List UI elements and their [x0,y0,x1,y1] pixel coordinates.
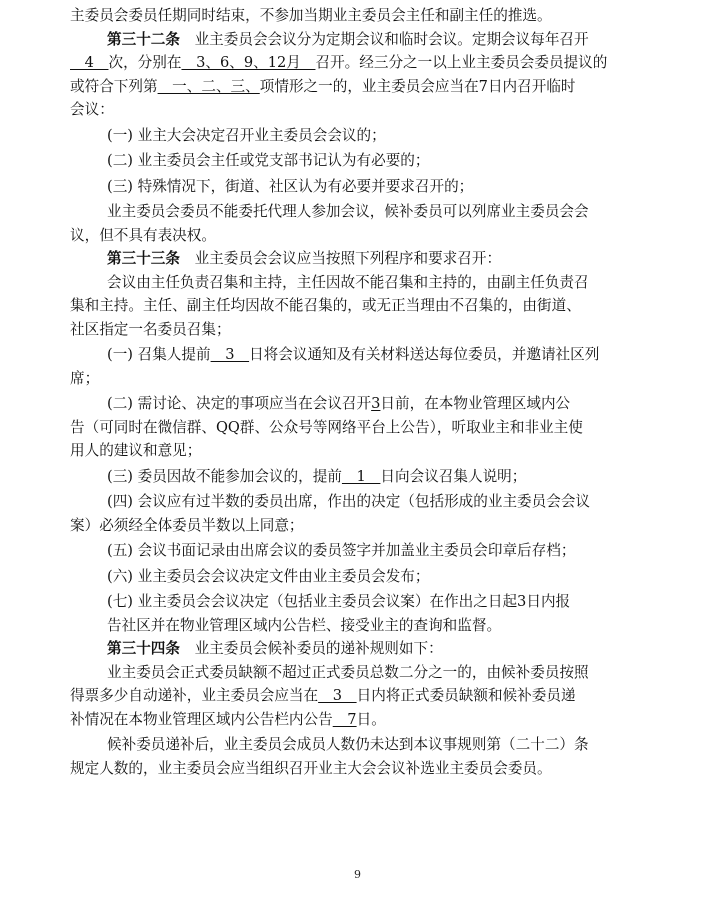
list-item: (二) 业主委员会主任或党支部书记认为有必要的； [107,152,430,169]
page-number: 9 [354,868,361,881]
list-item-continuation: 用人的建议和意见； [70,442,202,459]
list-item: (六) 业主委员会会议决定文件由业主委员会发布； [107,567,430,585]
paragraph-line: 业主委员会委员不能委托代理人参加会议，候补委员可以列席业主委员会会 [107,203,589,220]
paragraph-line: 得票多少自动递补，业主委员会应当在 3 日内将正式委员缺额和候补委员递 [70,687,576,704]
list-item: (七) 业主委员会会议决定（包括业主委员会议案）在作出之日起3日内报 [107,593,571,610]
article-32-title: 第三十二条 [107,30,180,48]
list-item-continuation: 告（可同时在微信群、QQ群、公众号等网络平台上公告），听取业主和非业主使 [70,418,583,436]
paragraph-line: 规定人数的，业主委员会应当组织召开业主大会会议补选业主委员会委员。 [70,759,552,777]
list-item-continuation: 告社区并在物业管理区域内公告栏、接受业主的查询和监督。 [107,616,502,634]
paragraph-line: 主委员会委员任期同时结束，不参加当期业主委员会主任和副主任的推选。 [70,7,552,24]
list-item: (一) 业主大会决定召开业主委员会会议的； [107,126,386,144]
list-item: (二) 需讨论、决定的事项应当在会议召开3日前，在本物业管理区域内公 [107,395,571,412]
fill-blank: 1 [341,467,381,485]
fill-blank: 3 [210,346,250,363]
list-item: (四) 会议应有过半数的委员出席，作出的决定（包括形成的业主委员会会议 [107,493,591,510]
article-32-line: 会议： [70,101,114,118]
article-33-line: 第三十三条 业主委员会会议应当按照下列程序和要求召开： [107,250,502,267]
paragraph-line: 业主委员会正式委员缺额不超过正式委员总数二分之一的，由候补委员按照 [107,663,589,681]
article-32-line: 第三十二条 业主委员会会议分为定期会议和临时会议。定期会议每年召开 [107,30,589,48]
article-32-line: 或符合下列第 一、二、三、项情形之一的，业主委员会应当在7日内召开临时 [70,77,576,95]
document-body [70,4,660,780]
fill-blank: 3 [371,395,381,412]
paragraph-line: 议，但不具有表决权。 [70,226,216,244]
article-34-line: 第三十四条 业主委员会候补委员的递补规则如下： [107,640,443,657]
paragraph-line: 会议由主任负责召集和主持，主任因故不能召集和主持的，由副主任负责召 [107,273,589,291]
article-34-title: 第三十四条 [107,640,180,657]
article-33-title: 第三十三条 [107,250,180,267]
fill-blank: 3、6、9、12月 [181,54,316,71]
list-item: (五) 会议书面记录由出席会议的委员签字并加盖业主委员会印章后存档； [107,542,576,559]
list-item-continuation: 案）必须经全体委员半数以上同意； [70,516,304,534]
paragraph-line: 社区指定一名委员召集； [70,320,231,338]
fill-blank: 4 [70,54,109,71]
paragraph-line: 候补委员递补后，业主委员会成员人数仍未达到本议事规则第（二十二）条 [107,736,589,753]
fill-blank: 7 [332,710,357,728]
paragraph-line: 集和主持。主任、副主任均因故不能召集的，或无正当理由不召集的，由街道、 [70,297,581,314]
article-32-line: 4 次，分别在 3、6、9、12月 召开。经三分之一以上业主委员会委员提议的 [70,54,608,71]
list-item-continuation: 席； [70,369,100,387]
fill-blank: 3 [318,687,357,704]
list-item: (一) 召集人提前 3 日将会议通知及有关材料送达每位委员，并邀请社区列 [107,346,600,363]
fill-blank: 一、二、三、 [157,77,260,95]
list-item: (三) 委员因故不能参加会议的，提前 1 日向会议召集人说明； [107,467,527,485]
paragraph-line: 补情况在本物业管理区域内公告栏内公告 7日。 [70,710,386,728]
list-item: (三) 特殊情况下，街道、社区认为有必要并要求召开的； [107,177,474,195]
